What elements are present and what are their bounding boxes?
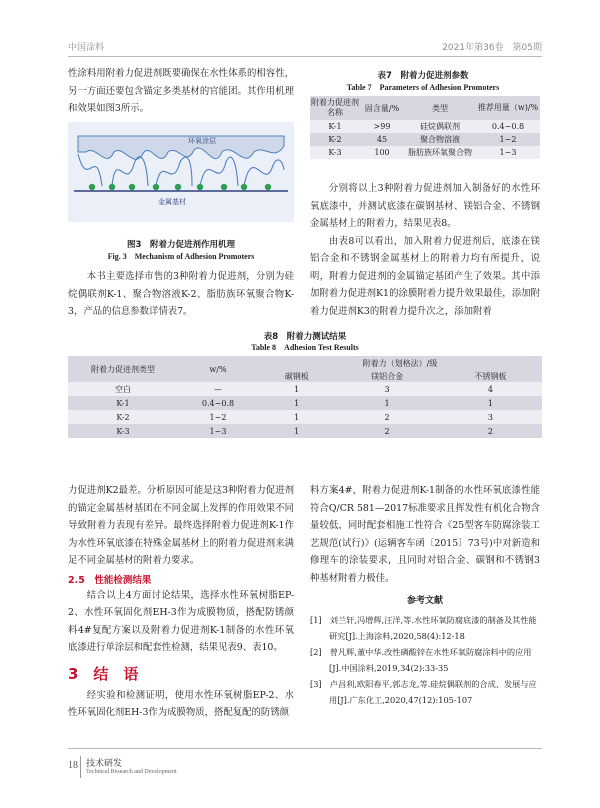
table-cell: 聚合物溶液 bbox=[420, 135, 460, 144]
reference-item: [1] 刘兰轩,冯增辉,汪洋,等.水性环氧防腐底漆的制备及其性能研究[J].上海涂料,2020,58(4):12-18 bbox=[310, 615, 537, 641]
table-cell: 1~3 bbox=[499, 148, 517, 157]
table-cell: 2 bbox=[384, 412, 390, 422]
anchor-dots bbox=[89, 184, 271, 190]
table8-caption-cn: 表8 附着力测试结果 bbox=[263, 332, 347, 342]
table8-caption-en: Table 8 Adhesion Test Results bbox=[251, 343, 359, 352]
table-cell: 1~3 bbox=[209, 426, 227, 436]
paragraph: 经实验和检测证明，使用水性环氧树脂EP-2、水性环氧固化剂EH-3作为成膜物质，搭配复配的防锈颜 bbox=[68, 689, 294, 718]
figure-mechanism bbox=[68, 122, 294, 222]
table-header: w/% bbox=[209, 364, 227, 374]
paragraph: 由表8可以看出，加入附着力促进剂后，底漆在镁铝合金和不锈钢金属基材上的附着力均有所提升，说明，附着力促进剂的金属锚定基团产生了效果。其中添加附着力促进剂K1的涂膜附着力提升效果最佳，添加附着力促进剂K3的附着力提升次之，添加附着 bbox=[310, 235, 540, 317]
reference-item: [3] 卢昌利,欧阳春平,郭志龙,等.硅烷偶联剂的合成、发展与应用[J].广东化工,2020,47(12):105-107 bbox=[310, 679, 537, 705]
table-cell: 1 bbox=[384, 398, 390, 408]
table-cell: 脂肪族环氧聚合物 bbox=[408, 148, 472, 157]
figure-caption-en: Fig. 3 Mechanism of Adhesion Promoters bbox=[107, 252, 255, 261]
paragraph: 力促进剂K2最差。分析原因可能是这3种附着力促进剂的锚定金属基材基团在不同金属上发挥的作用效果不同导致附着力表现有差异。最终选择附着力促进剂K-1作为水性环氧底漆在特殊金属基材上的附着力促进剂来满足不同金属基材的附着力要求。 bbox=[68, 485, 294, 566]
table-cell: 45 bbox=[376, 135, 388, 144]
bottom-left-column bbox=[68, 482, 294, 722]
substrate-label: 金属基材 bbox=[158, 198, 186, 206]
table-cell: K-2 bbox=[328, 135, 342, 144]
table-cell: 4 bbox=[487, 384, 493, 394]
table-cell: — bbox=[214, 384, 222, 394]
table-header: 附着力促进剂类型 bbox=[91, 364, 155, 374]
table-header: 不锈钢板 bbox=[474, 371, 507, 381]
table-cell: >99 bbox=[373, 122, 391, 131]
table-cell: 1 bbox=[294, 412, 300, 422]
table-cell: 3 bbox=[487, 412, 493, 422]
table-header: 附着力促进剂名称 bbox=[311, 98, 359, 117]
promoter-curves bbox=[78, 154, 284, 186]
table-cell: 1 bbox=[294, 384, 300, 394]
table-cell: 硅烷偶联剂 bbox=[420, 122, 460, 131]
table7-caption-cn: 表7 附着力促进剂参数 bbox=[377, 71, 469, 81]
table-row bbox=[310, 146, 540, 159]
section-heading-2-5: 2.5 性能检测结果 bbox=[68, 574, 152, 586]
table-cell: 2 bbox=[384, 426, 390, 436]
table-cell: 1~2 bbox=[209, 412, 227, 422]
table-header: 镁铝合金 bbox=[371, 371, 404, 381]
references-title: 参考文献 bbox=[406, 596, 443, 606]
figure-caption-cn: 图3 附着力促进剂作用机理 bbox=[127, 240, 235, 250]
table-cell: 1 bbox=[294, 426, 300, 436]
table-row bbox=[68, 382, 542, 396]
left-column-mid bbox=[68, 268, 294, 321]
page-number: 18 bbox=[68, 760, 78, 771]
table-header: 固含量/% bbox=[364, 103, 400, 113]
header-divider bbox=[68, 56, 542, 57]
table-cell: K-2 bbox=[116, 412, 130, 422]
reference-item: [2] 曾凡辉,董中华.改性磷酸锌在水性环氧防腐涂料中的应用[J].中国涂料,2019,34(2):33-35 bbox=[310, 647, 532, 673]
references-list bbox=[310, 612, 540, 708]
coating-label: 环氧涂层 bbox=[188, 137, 216, 145]
paragraph: 性涂料用附着力促进剂既要确保在水性体系的相容性，另一方面还要包含锚定多类基材的官能团。其作用机理和效果如图3所示。 bbox=[68, 68, 294, 114]
table7-caption-en: Table 7 Parameters of Adhesion Promoters bbox=[346, 83, 500, 92]
table-header-group: 附着力（划格法）/级 bbox=[362, 358, 438, 368]
footer-separator bbox=[80, 756, 81, 778]
table-cell: 2 bbox=[487, 426, 493, 436]
issue-info: 2021年第36卷 第05期 bbox=[442, 43, 542, 53]
table-header: 类型 bbox=[432, 103, 448, 113]
table-row bbox=[310, 120, 540, 133]
footer-section-en: Technical Research and Development bbox=[86, 769, 177, 775]
table-cell: 1 bbox=[294, 398, 300, 408]
section-heading-conclusion: 3 结 语 bbox=[68, 664, 139, 683]
table-cell: K-1 bbox=[116, 398, 130, 408]
table-cell: 0.4~0.8 bbox=[491, 122, 525, 131]
table-header: 碳钢板 bbox=[284, 371, 309, 381]
bottom-right-column bbox=[310, 482, 540, 708]
table-cell: K-3 bbox=[328, 148, 342, 157]
table-cell: 100 bbox=[374, 148, 390, 157]
coating-layer bbox=[78, 136, 284, 159]
paragraph: 分别将以上3种附着力促进剂加入制备好的水性环氧底漆中，并测试底漆在碳钢基材、镁铝合金、不锈钢金属基材上的附着力，结果见表8。 bbox=[310, 183, 540, 229]
table-cell: 空白 bbox=[115, 384, 131, 394]
table-cell: 1~2 bbox=[499, 135, 517, 144]
footer-section-cn: 技术研发 bbox=[86, 759, 123, 769]
table-cell: 1 bbox=[487, 398, 493, 408]
paragraph: 本书主要选择市售的3种附着力促进剂，分别为硅烷偶联剂K-1、聚合物溶液K-2、脂肪族环氧聚合物K-3，产品的信息参数详情表7。 bbox=[68, 271, 294, 317]
table-cell: K-1 bbox=[328, 122, 342, 131]
footer-divider bbox=[68, 748, 542, 749]
paragraph: 料方案4#，附着力促进剂K-1制备的水性环氧底漆性能符合Q/CR 581—2017标准要求且挥发性有机化合物含量较低，同时配套相施工性符合《25型客车防腐涂装工艺规范(试行)》(运辆客车函〔2015〕73号)中对新造和修理车的涂装要求，且同时对铝合金、碳钢和不锈钢3种基材附着力极佳。 bbox=[310, 485, 540, 584]
left-column-top bbox=[68, 65, 294, 118]
table-cell: K-3 bbox=[116, 426, 130, 436]
table-row bbox=[68, 410, 542, 424]
mechanism-diagram bbox=[68, 122, 294, 222]
table-cell: 3 bbox=[384, 384, 390, 394]
table-row bbox=[310, 133, 540, 146]
table-row bbox=[68, 424, 542, 438]
table-row bbox=[68, 396, 542, 410]
journal-name: 中国涂料 bbox=[68, 43, 105, 53]
right-column-text bbox=[310, 180, 540, 320]
paragraph: 结合以上4方面讨论结果，选择水性环氧树脂EP-2、水性环氧固化剂EH-3作为成膜物质，搭配防锈颜料4#复配方案以及附着力促进剂K-1制备的水性环氧底漆进行单涂层和配套性检测，结果见表9、表10。 bbox=[68, 589, 294, 653]
table-header: 推荐用量（w)/% bbox=[477, 103, 539, 112]
table8 bbox=[68, 356, 542, 438]
table-cell: 0.4~0.8 bbox=[201, 398, 235, 408]
table7 bbox=[310, 96, 540, 159]
